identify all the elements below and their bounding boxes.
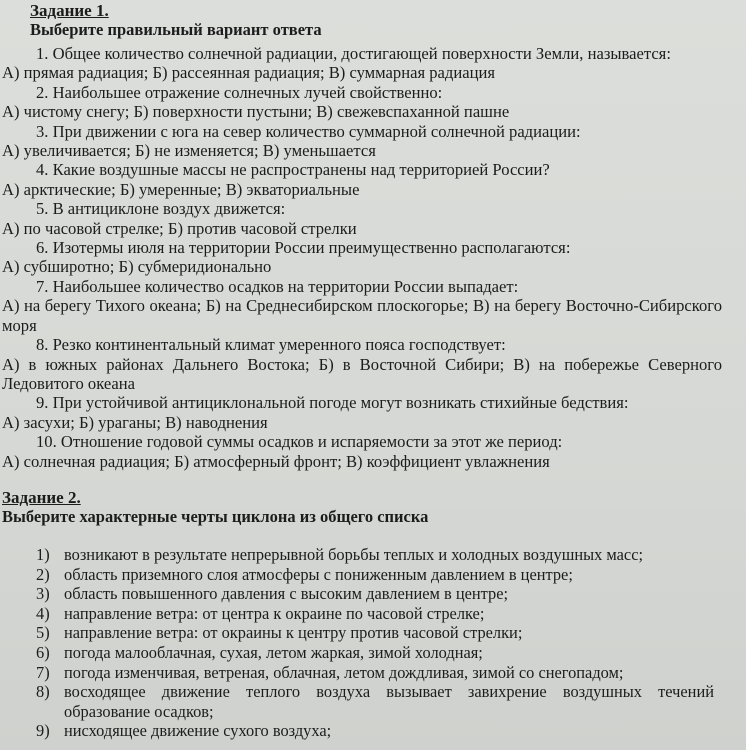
question-1 — [2, 44, 736, 83]
question-answers: А) по часовой стрелке; Б) против часовой стрелки — [2, 218, 357, 238]
question-answers: А) прямая радиация; Б) рассеянная радиация; В) суммарная радиация — [2, 63, 495, 83]
list-item-text: нисходящее движение сухого воздуха; — [64, 721, 332, 741]
list-item — [36, 721, 736, 741]
question-3 — [2, 121, 736, 161]
list-item-text: область повышенного давления с высоким давлением в центре; — [64, 584, 509, 604]
list-item-number: 7) — [36, 662, 50, 682]
list-item-text: восходящее движение теплого воздуха вызывает завихрение воздушных течений образование осадков; — [64, 682, 714, 721]
list-item — [36, 604, 736, 624]
list-item-number: 1) — [36, 544, 50, 564]
list-item — [36, 682, 736, 721]
question-stem: 3. При движении с юга на север количество суммарной солнечной радиации: — [36, 121, 581, 141]
question-answers: А) арктические; Б) умеренные; В) экваториальные — [2, 179, 360, 199]
question-answers: А) солнечная радиация; Б) атмосферный фронт; В) коэффициент увлажнения — [2, 451, 550, 471]
question-2 — [2, 82, 736, 122]
question-answers: А) субширотно; Б) субмеридионально — [2, 257, 272, 277]
question-5 — [2, 199, 736, 238]
task1-instruction: Выберите правильный вариант ответа — [30, 20, 322, 39]
question-stem: 7. Наибольшее количество осадков на территории России выпадает: — [36, 276, 519, 296]
question-stem: 5. В антициклоне воздух движется: — [36, 199, 286, 219]
list-item-number: 5) — [36, 623, 50, 643]
question-7 — [2, 276, 736, 335]
task1-section — [2, 1, 736, 471]
task2-instruction: Выберите характерные черты циклона из общего списка — [2, 506, 429, 526]
question-9 — [2, 393, 736, 432]
list-item-number: 2) — [36, 564, 50, 584]
question-8 — [2, 335, 736, 393]
cyclone-features-list — [36, 545, 736, 741]
task2-section — [2, 487, 736, 741]
list-item-text: направление ветра: от центра к окраине по часовой стрелке; — [64, 603, 485, 623]
question-10 — [2, 432, 736, 471]
list-item-number: 8) — [36, 682, 50, 702]
list-item-text: погода малооблачная, сухая, летом жаркая, зимой холодная; — [64, 642, 483, 662]
question-answers: А) увеличивается; Б) не изменяется; В) уменьшается — [2, 141, 376, 161]
question-stem: 4. Какие воздушные массы не распространены над территорией России? — [36, 160, 550, 180]
list-item-number: 9) — [36, 721, 50, 741]
list-item — [36, 663, 736, 683]
list-item-number: 3) — [36, 584, 50, 604]
question-stem: 6. Изотермы июля на территории России преимущественно располагаются: — [36, 238, 571, 258]
task2-title: Задание 2. — [2, 487, 81, 507]
question-stem: 1. Общее количество солнечной радиации, достигающей поверхности Земли, называется: — [36, 44, 671, 63]
task1-title: Задание 1. — [30, 1, 109, 20]
list-item — [36, 545, 736, 565]
question-answers: А) в южных районах Дальнего Востока; Б) в Восточной Сибири; В) на побережье Северного Ледовитого океана — [2, 354, 722, 393]
question-stem: 10. Отношение годовой суммы осадков и испаряемости за этот же период: — [36, 432, 563, 452]
list-item-text: область приземного слоя атмосферы с пониженным давлением в центре; — [64, 564, 573, 584]
question-answers: А) чистому снегу; Б) поверхности пустыни; В) свежевспаханной пашне — [2, 102, 510, 122]
question-answers: А) на берегу Тихого океана; Б) на Среднесибирском плоскогорье; В) на берегу Восточно-Сибирского моря — [2, 296, 722, 335]
list-item-text: направление ветра: от окраины к центру против часовой стрелки; — [64, 623, 523, 643]
list-item — [36, 623, 736, 643]
question-stem: 9. При устойчивой антициклональной погоде могут возникать стихийные бедствия: — [36, 393, 629, 413]
question-stem: 2. Наибольшее отражение солнечных лучей свойственно: — [36, 82, 443, 102]
list-item — [36, 584, 736, 604]
list-item-text: погода изменчивая, ветреная, облачная, летом дождливая, зимой со снегопадом; — [64, 662, 624, 682]
list-item-text: возникают в результате непрерывной борьбы теплых и холодных воздушных масс; — [64, 544, 644, 564]
list-item-number: 4) — [36, 603, 50, 623]
list-item-number: 6) — [36, 642, 50, 662]
question-4 — [2, 160, 736, 199]
question-6 — [2, 238, 736, 277]
list-item — [36, 565, 736, 585]
question-answers: А) засухи; Б) ураганы; В) наводнения — [2, 412, 268, 432]
list-item — [36, 643, 736, 663]
question-stem: 8. Резко континентальный климат умеренного пояса господствует: — [36, 335, 506, 355]
